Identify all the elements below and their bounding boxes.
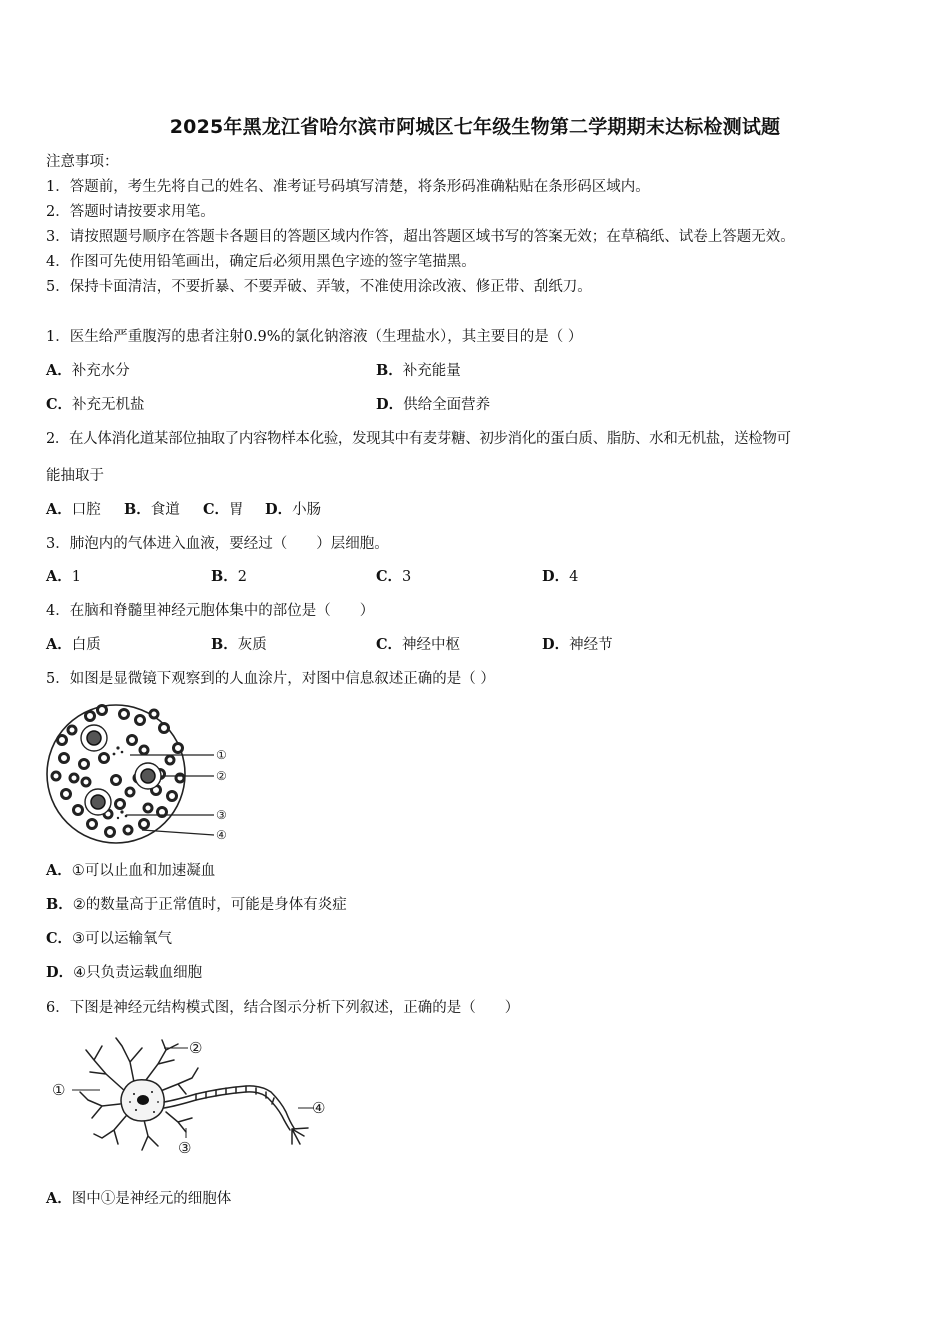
option-text: 神经中枢 [402,637,461,653]
figure-labels [216,748,227,842]
question-4-stem: 4．在脑和脊髓里神经元胞体集中的部位是（ ） [46,603,375,619]
notice-item-2: 2．答题时请按要求用笔。 [46,204,215,220]
option-key: B． [211,636,238,653]
question-5-stem: 5．如图是显微镜下观察到的人血涂片，对图中信息叙述正确的是（ ） [46,671,495,687]
option-key: B． [211,568,238,585]
q2-option-a[interactable] [46,500,101,520]
option-text: 补充能量 [402,363,461,379]
q5-option-a[interactable] [46,861,215,881]
option-text: 4 [569,569,579,585]
q3-option-a[interactable] [46,567,81,587]
q4-option-a[interactable] [46,635,101,655]
option-text: 灰质 [237,637,267,653]
option-text: 食道 [150,502,180,518]
option-key: A． [46,362,72,379]
option-key: A． [46,1190,72,1207]
q3-option-d[interactable] [542,567,578,587]
neuron-label-1: ① [52,1081,66,1099]
neuron-leader-lines [72,1048,314,1138]
option-text: 白质 [71,637,101,653]
q5-option-b[interactable] [46,895,347,915]
option-text: 2 [237,569,247,585]
q5-option-d[interactable] [46,963,202,983]
notice-heading: 注意事项： [46,154,119,170]
label-4: ④ [216,828,227,842]
option-key: C． [46,396,73,413]
option-text: 1 [71,569,81,585]
option-key: A． [46,501,72,518]
option-key: A． [46,862,72,879]
notice-item-5: 5．保持卡面清洁，不要折暴、不要弄破、弄皱，不准使用涂改液、修正带、刮纸刀。 [46,279,592,295]
q3-option-b[interactable] [211,567,247,587]
option-text: ④只负责运载血细胞 [73,965,203,981]
option-key: B． [124,501,151,518]
question-1-stem: 1．医生给严重腹泻的患者注射0.9%的氯化钠溶液（生理盐水），其主要目的是（ ） [46,329,583,345]
neuron-label-4: ④ [312,1099,326,1117]
option-text: 图中①是神经元的细胞体 [71,1191,232,1207]
page-title: 2025年黑龙江省哈尔滨市阿城区七年级生物第二学期期末达标检测试题 [169,116,781,138]
q1-option-a[interactable] [46,361,130,381]
blood-smear-figure [44,700,244,850]
q1-option-b[interactable] [376,361,461,381]
q2-option-b[interactable] [124,500,180,520]
q4-option-b[interactable] [211,635,267,655]
option-text: 神经节 [569,637,613,653]
smear-field [47,705,185,843]
option-text: 胃 [229,502,244,518]
neuron-label-3: ③ [178,1139,192,1157]
q6-option-a[interactable] [46,1189,231,1209]
neuron-label-2: ② [189,1039,203,1057]
q2-option-d[interactable] [265,500,321,520]
option-key: D． [542,636,570,653]
neuron-figure [46,1032,346,1157]
option-key: D． [46,964,74,981]
option-key: A． [46,636,72,653]
q4-option-c[interactable] [376,635,460,655]
option-key: C． [46,930,73,947]
option-key: D． [376,396,404,413]
q2-option-c[interactable] [203,500,244,520]
option-key: B． [46,896,73,913]
option-text: 口腔 [71,502,101,518]
notice-item-1: 1．答题前，考生先将自己的姓名、准考证号码填写清楚，将条形码准确粘贴在条形码区域内。 [46,179,650,195]
label-3: ③ [216,808,227,822]
q4-option-d[interactable] [542,635,613,655]
question-2-stem: 2．在人体消化道某部位抽取了内容物样本化验，发现其中有麦芽糖、初步消化的蛋白质、脂肪、水和无机盐，送检物可 [46,431,791,447]
q1-option-d[interactable] [376,395,490,415]
option-key: C． [376,636,403,653]
option-key: C． [203,501,230,518]
option-text: 补充水分 [71,363,130,379]
neuron-figure-labels [52,1039,325,1157]
label-2: ② [216,769,227,783]
option-text: 供给全面营养 [403,397,491,413]
option-key: C． [376,568,403,585]
option-key: D． [542,568,570,585]
notice-item-4: 4．作图可先使用铅笔画出，确定后必须用黑色字迹的签字笔描黑。 [46,254,476,270]
question-3-stem: 3．肺泡内的气体进入血液，要经过（ ）层细胞。 [46,536,389,552]
q5-option-c[interactable] [46,929,172,949]
option-text: ①可以止血和加速凝血 [71,863,216,879]
option-text: ③可以运输氧气 [72,931,173,947]
q3-option-c[interactable] [376,567,411,587]
option-key: B． [376,362,403,379]
label-1: ① [216,748,227,762]
option-text: ②的数量高于正常值时，可能是身体有炎症 [72,897,347,913]
option-text: 补充无机盐 [72,397,145,413]
option-key: D． [265,501,293,518]
question-2-stem-cont: 能抽取于 [46,468,104,484]
option-text: 小肠 [292,502,322,518]
option-text: 3 [402,569,412,585]
notice-item-3: 3．请按照题号顺序在答题卡各题目的答题区域内作答，超出答题区域书写的答案无效；在草稿纸、试卷上答题无效。 [46,229,795,245]
question-6-stem: 6．下图是神经元结构模式图，结合图示分析下列叙述，正确的是（ ） [46,1000,520,1016]
q1-option-c[interactable] [46,395,145,415]
option-key: A． [46,568,72,585]
